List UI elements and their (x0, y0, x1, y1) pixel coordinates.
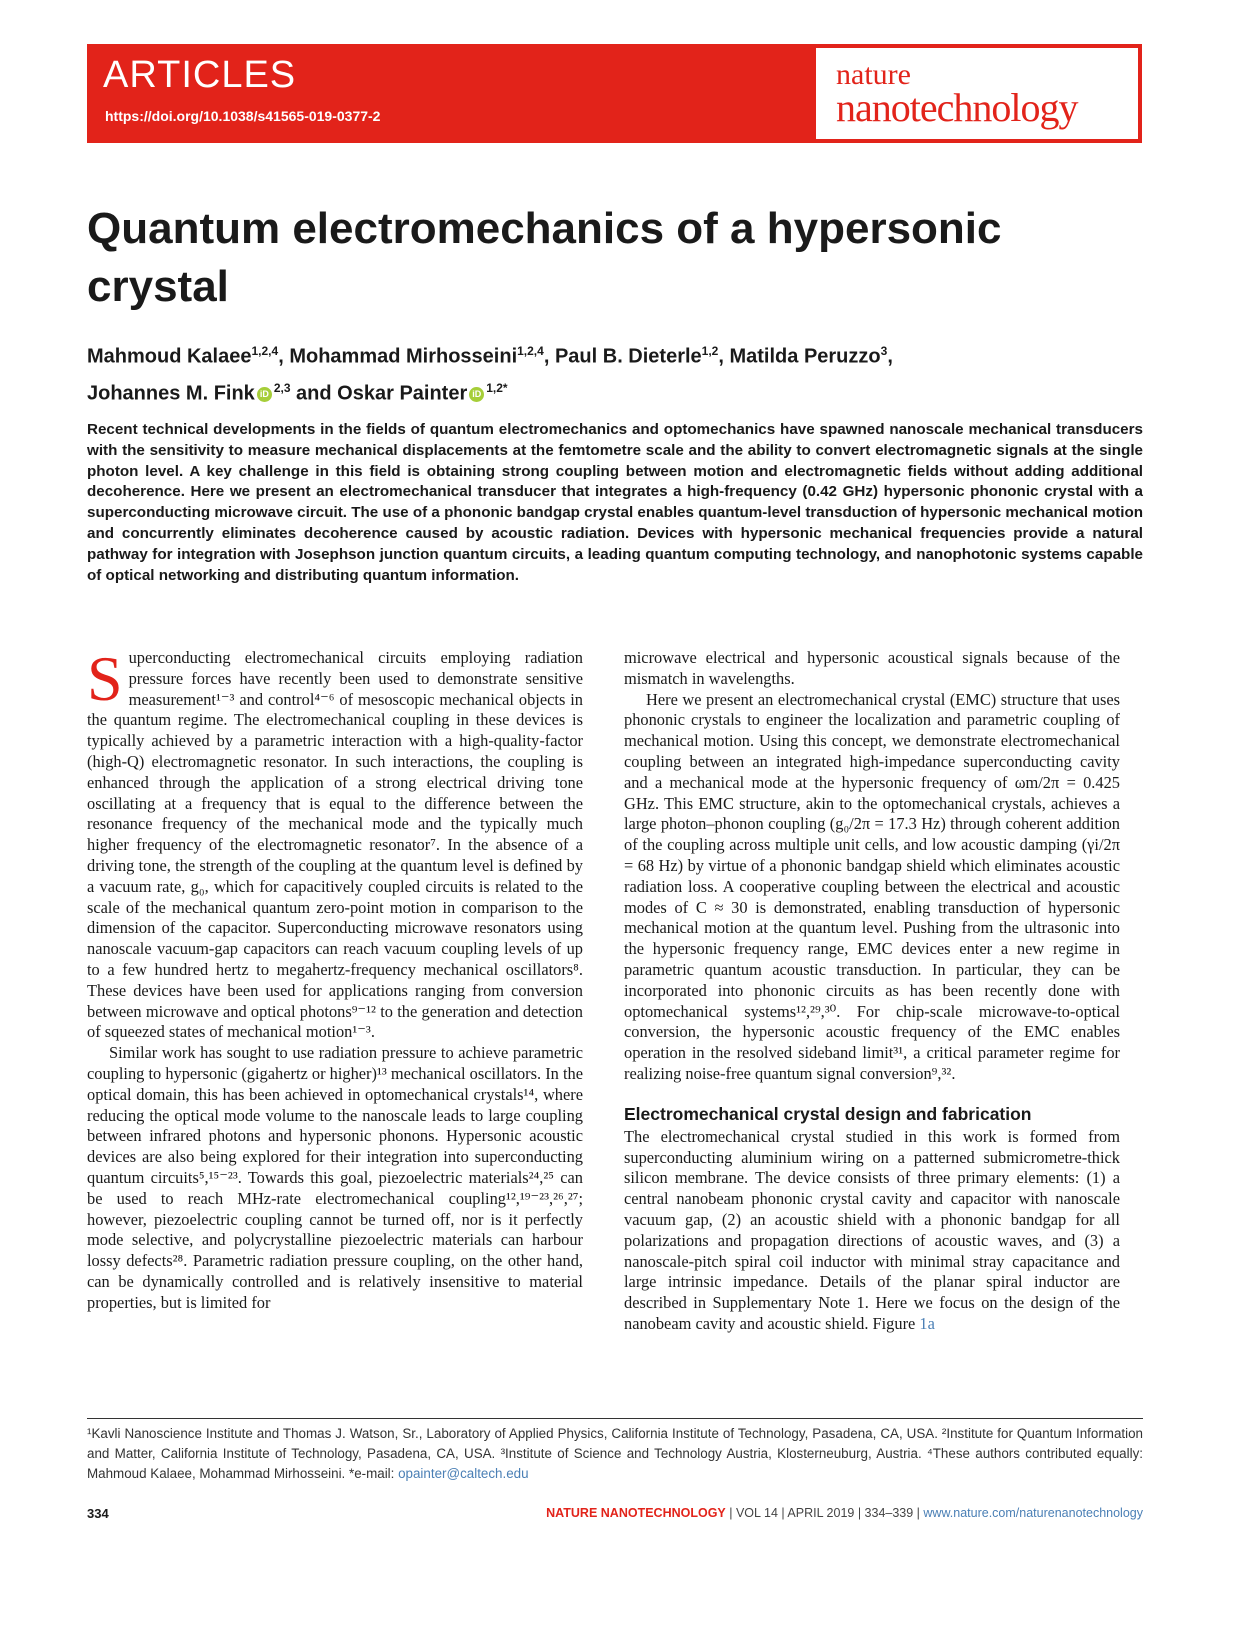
footer-volume: | VOL 14 | APRIL 2019 | 334–339 | (725, 1506, 924, 1520)
footnote-divider (87, 1418, 1143, 1419)
header-banner (87, 44, 1142, 143)
paragraph: Here we present an electromechanical crystal (EMC) structure that uses phononic crystals to engineer the localization and parametric coupling of mechanical motion. Using this concept, we demonstrate electromechanical coupling between an integrated high-impedance superconducting cavity and a mechanical mode at the hypersonic frequency of ωm/2π = 0.425 GHz. This EMC structure, akin to the optomechanical crystals, achieves a large photon–phonon coupling (g₀/2π = 17.3 Hz) through coherent addition of the coupling across multiple unit cells, and low acoustic damping (γi/2π = 68 Hz) by virtue of a phononic bandgap shield which eliminates acoustic radiation loss. A cooperative coupling between the electrical and acoustic modes of C ≈ 30 is demonstrated, enabling transduction of hypersonic mechanical motion at the quantum level. Pushing from the ultrasonic into the hypersonic frequency range, EMC devices enter a new regime in parametric quantum acoustic transduction. In particular, they can be incorporated into phononic circuits as has been recently done with optomechanical systems¹²,²⁹,³⁰. For chip-scale microwave-to-optical conversion, the hypersonic acoustic frequency of the EMC enables operation in the resolved sideband limit³¹, a critical parameter regime for realizing noise-free quantum signal conversion⁹,³². (624, 689, 1120, 1083)
section-label: ARTICLES (103, 54, 297, 96)
email-link[interactable]: opainter@caltech.edu (398, 1465, 529, 1481)
author-name[interactable]: Paul B. Dieterle (554, 345, 702, 368)
paragraph: The electromechanical crystal studied in this work is formed from superconducting aluminium wiring on a patterned submicrometre-thick silicon membrane. The device consists of three primary elements: (1) a central nanobeam phononic crystal cavity and capacitor with nanoscale vacuum gap, (2) an acoustic shield with a phononic bandgap for all polarizations and propagation directions of acoustic waves, and (3) a nanoscale-pitch spiral coil inductor with minimal stray capacitance and large intrinsic impedance. Details of the planar spiral inductor are described in Supplementary Note 1. Here we focus on the design of the nanobeam cavity and acoustic shield. Figure 1a (624, 1126, 1120, 1333)
article-title: Quantum electromechanics of a hypersonic crystal (87, 204, 1002, 311)
doi-link[interactable]: https://doi.org/10.1038/s41565-019-0377-2 (105, 108, 381, 124)
paragraph: Similar work has sought to use radiation pressure to achieve parametric coupling to hypersonic (gigahertz or higher)¹³ mechanical oscillators. In the optical domain, this has been achieved in optomechanical crystals¹⁴, where reducing the optical mode volume to the nanoscale leads to large coupling between infrared photons and hypersonic phonons. Hypersonic acoustic devices are also being explored for their integration into superconducting quantum circuits⁵,¹⁵⁻²³. Towards this goal, piezoelectric materials²⁴,²⁵ can be used to reach MHz-rate electromechanical coupling¹²,¹⁹⁻²³,²⁶,²⁷; however, piezoelectric coupling cannot be turned off, nor is it perfectly mode selective, and polycrystalline piezoelectric materials can harbour lossy defects²⁸. Parametric radiation pressure coupling, on the other hand, can be dynamically controlled and is relatively insensitive to material properties, but is limited for (87, 1043, 583, 1312)
paragraph: microwave electrical and hypersonic acoustical signals because of the mismatch in wavelengths. (624, 648, 1120, 688)
body-column-right (624, 648, 1120, 1335)
footer-citation (546, 1506, 1143, 1520)
author-name[interactable]: Oskar Painter (337, 382, 468, 405)
drop-cap: S (87, 643, 123, 714)
footer-journal: NATURE NANOTECHNOLOGY (546, 1506, 726, 1520)
body-column-left (87, 643, 583, 1314)
abstract: Recent technical developments in the fields of quantum electromechanics and optomechanics have spawned nanoscale mechanical transducers with the sensitivity to measure mechanical displacements at the femtometre scale and the ability to convert electromagnetic signals at the single photon level. A key challenge in this field is obtaining strong coupling between motion and electromagnetic fields without adding additional decoherence. Here we present an electromechanical transducer that integrates a high-frequency (0.42 GHz) hypersonic phononic crystal with a superconducting microwave circuit. The use of a phononic bandgap crystal enables quantum-level transduction of hypersonic mechanical motion and concurrently eliminates decoherence caused by acoustic radiation. Devices with hypersonic mechanical frequencies provide a natural pathway for integration with Josephson junction quantum circuits, a leading quantum computing technology, and nanophotonic systems capable of optical networking and distributing quantum information. (87, 421, 1143, 584)
journal-logo (816, 48, 1138, 139)
page-number: 334 (87, 1506, 109, 1521)
affiliations: ¹Kavli Nanoscience Institute and Thomas J. Watson, Sr., Laboratory of Applied Physics, California Institute of Technology, Pasadena, CA, USA. ²Institute for Quantum Information and Matter, California Institute of Technology, Pasadena, CA, USA. ³Institute of Science and Technology Austria, Klosterneuburg, Austria. ⁴These authors contributed equally: Mahmoud Kalaee, Mohammad Mirhosseini. *e-mail: opainter@caltech.edu (87, 1426, 1143, 1481)
logo-line2: nanotechnology (836, 85, 1078, 130)
orcid-icon[interactable]: iD (469, 387, 484, 402)
author-name[interactable]: Johannes M. Fink (87, 382, 255, 405)
orcid-icon[interactable]: iD (257, 387, 272, 402)
section-heading: Electromechanical crystal design and fabrication (624, 1103, 1032, 1124)
author-list: Mahmoud Kalaee$^{1,2,4}$, Mohammad Mirhosseini$^{1,2,4}$, Paul B. Dieterle$^{1,2}$, Matilda Peruzzo$^3$, Johannes M. Fink iD $^{2,3}$ and Oskar Painter iD $^{1,2*}$ (87, 344, 893, 405)
figure-link[interactable]: 1a (919, 1313, 935, 1333)
author-name[interactable]: Matilda Peruzzo (729, 345, 881, 368)
logo-line1: nature (836, 58, 911, 91)
paragraph: Superconducting electromechanical circuits employing radiation pressure forces have recently been used to demonstrate sensitive measurement¹⁻³ and control⁴⁻⁶ of mesoscopic mechanical objects in the quantum regime. The electromechanical coupling in these devices is typically achieved by a parametric interaction with a high-quality-factor (high-Q) electromagnetic resonator. In such interactions, the coupling is enhanced through the application of a strong electrical driving tone oscillating at a frequency that is equal to the difference between the resonance frequency of the mechanical mode and the typically much higher frequency of the electromagnetic resonator⁷. In the absence of a driving tone, the strength of the coupling at the quantum level is defined by a vacuum rate, g₀, which for capacitively coupled circuits is related to the scale of the mechanical quantum zero-point motion in comparison to the dimension of the capacitor. Superconducting microwave resonators using nanoscale vacuum-gap capacitors can reach vacuum coupling levels of up to a few hundred hertz to megahertz-frequency mechanical oscillators⁸. These devices have been used for applications ranging from conversion between microwave and optical photons⁹⁻¹² to the generation and detection of squeezed states of mechanical motion¹⁻³. (87, 643, 583, 1042)
author-name[interactable]: Mahmoud Kalaee (87, 345, 252, 368)
footer-url[interactable]: www.nature.com/naturenanotechnology (923, 1506, 1143, 1520)
author-name[interactable]: Mohammad Mirhosseini (289, 345, 518, 368)
